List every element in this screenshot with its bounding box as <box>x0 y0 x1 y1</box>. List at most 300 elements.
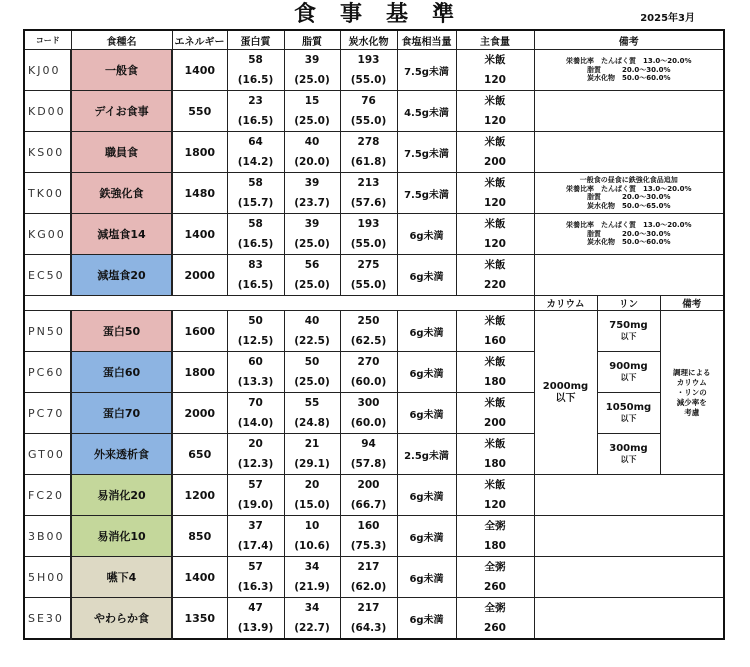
staple-value: 全粥 <box>484 520 506 532</box>
fat-value: 21 <box>304 438 320 450</box>
carbs-cell <box>340 311 397 352</box>
fat-value: 34 <box>304 561 320 573</box>
staple <box>457 516 534 556</box>
meal-name: デイお食事 <box>71 91 172 132</box>
protein-cell <box>227 352 284 393</box>
carbs-cell <box>340 255 397 296</box>
fat-ratio: (25.0) <box>294 376 330 388</box>
fat <box>285 434 340 474</box>
protein-ratio: (14.0) <box>237 417 274 429</box>
carbs-value: 275 <box>357 259 380 271</box>
col-header-energy: エネルギー <box>172 30 227 50</box>
fat-value: 15 <box>304 95 320 107</box>
energy-value: 1400 <box>172 214 227 255</box>
salt-value: 6g未満 <box>397 557 456 598</box>
carbs-ratio: (64.3) <box>350 622 387 634</box>
fat-cell <box>284 516 340 557</box>
staple-cell <box>456 352 534 393</box>
staple-ratio: 120 <box>484 238 506 250</box>
meal-code: EC50 <box>24 255 71 296</box>
phosphorus-value: 900mg <box>609 361 648 372</box>
fat-value: 10 <box>304 520 320 532</box>
carbs-value: 200 <box>357 479 380 491</box>
protein-cell <box>227 50 284 91</box>
salt-value: 6g未満 <box>397 475 456 516</box>
fat-value: 34 <box>304 602 320 614</box>
protein-value: 58 <box>248 177 263 189</box>
table-row <box>24 516 724 557</box>
meal-code: FC20 <box>24 475 71 516</box>
staple-cell <box>456 132 534 173</box>
protein-ratio: (16.5) <box>237 279 274 291</box>
carbs <box>341 434 397 474</box>
renal-note-line: カリウム <box>676 377 707 387</box>
energy-value: 850 <box>172 516 227 557</box>
renal-note-line: ・リンの <box>676 387 707 397</box>
meal-name: 易消化20 <box>71 475 172 516</box>
carbs-value: 76 <box>361 95 376 107</box>
protein <box>228 475 284 515</box>
fat-cell <box>284 50 340 91</box>
carbs-value: 94 <box>361 438 376 450</box>
table-row <box>24 132 724 173</box>
staple-ratio: 220 <box>484 279 506 291</box>
phosphorus-unit: 以下 <box>620 373 637 382</box>
protein-ratio: (17.4) <box>237 540 274 552</box>
meal-code: TK00 <box>24 173 71 214</box>
staple-value: 米飯 <box>484 479 506 491</box>
fat <box>285 352 340 392</box>
carbs-cell <box>340 557 397 598</box>
protein <box>228 352 284 392</box>
staple-value: 米飯 <box>484 95 506 107</box>
staple-ratio: 120 <box>484 115 506 127</box>
protein-value: 57 <box>248 561 263 573</box>
carbs <box>341 255 397 295</box>
meal-name: 外来透析食 <box>71 434 172 475</box>
staple-cell <box>456 475 534 516</box>
carbs-cell <box>340 598 397 640</box>
protein-ratio: (19.0) <box>237 499 274 511</box>
meal-code: 5H00 <box>24 557 71 598</box>
carbs-ratio: (60.0) <box>350 417 387 429</box>
staple <box>457 311 534 351</box>
carbs-value: 270 <box>357 356 380 368</box>
meal-name: 蛋白60 <box>71 352 172 393</box>
protein-cell <box>227 214 284 255</box>
fat <box>285 557 340 597</box>
staple-value: 米飯 <box>484 397 506 409</box>
table-row <box>24 598 724 640</box>
protein <box>228 557 284 597</box>
table-row <box>24 50 724 91</box>
carbs-value: 217 <box>357 602 380 614</box>
table-row <box>24 311 724 352</box>
notes-cell <box>534 255 724 296</box>
energy-value: 1480 <box>172 173 227 214</box>
protein-ratio: (12.3) <box>237 458 274 470</box>
phosphorus-limit <box>597 434 660 475</box>
phosphorus-limit <box>597 311 660 352</box>
staple-cell <box>456 434 534 475</box>
protein-value: 23 <box>248 95 263 107</box>
subheader-phosphorus: リン <box>597 296 660 311</box>
carbs-cell <box>340 132 397 173</box>
protein-value: 60 <box>248 356 263 368</box>
col-header-name: 食種名 <box>71 30 172 50</box>
staple <box>457 214 534 254</box>
fat-ratio: (22.5) <box>294 335 330 347</box>
carbs-ratio: (66.7) <box>350 499 387 511</box>
meal-name: 減塩食14 <box>71 214 172 255</box>
phosphorus-limit <box>597 393 660 434</box>
protein-value: 47 <box>248 602 263 614</box>
table-row <box>24 434 724 475</box>
salt-value: 7.5g未満 <box>397 50 456 91</box>
note-line: 脂質 20.0〜30.0% <box>586 65 671 74</box>
salt-value: 6g未満 <box>397 255 456 296</box>
fat-value: 55 <box>304 397 320 409</box>
carbs <box>341 598 397 638</box>
staple-value: 米飯 <box>484 54 506 66</box>
carbs <box>341 173 397 213</box>
table-row <box>24 475 724 516</box>
carbs-ratio: (57.8) <box>350 458 387 470</box>
carbs <box>341 132 397 172</box>
renal-notes <box>660 311 724 475</box>
carbs-cell <box>340 516 397 557</box>
staple-cell <box>456 173 534 214</box>
carbs-ratio: (55.0) <box>350 74 387 86</box>
fat-ratio: (25.0) <box>294 238 330 250</box>
staple-ratio: 120 <box>484 499 506 511</box>
potassium-line: 2000mg <box>542 380 589 392</box>
carbs-value: 193 <box>357 54 380 66</box>
fat-ratio: (22.7) <box>294 622 330 634</box>
staple-ratio: 200 <box>484 156 506 168</box>
meal-code: PC70 <box>24 393 71 434</box>
staple-value: 全粥 <box>484 602 506 614</box>
carbs-value: 160 <box>357 520 380 532</box>
protein-cell <box>227 91 284 132</box>
staple-ratio: 260 <box>484 581 506 593</box>
phosphorus-limit <box>597 352 660 393</box>
protein-ratio: (14.2) <box>237 156 274 168</box>
salt-value: 4.5g未満 <box>397 91 456 132</box>
fat <box>285 173 340 213</box>
meal-code: SE30 <box>24 598 71 640</box>
note-line: 脂質 20.0〜30.0% <box>586 193 671 201</box>
note-line: 脂質 20.0〜30.0% <box>586 229 671 238</box>
notes-cell <box>534 557 724 598</box>
staple-cell <box>456 393 534 434</box>
fat <box>285 214 340 254</box>
energy-value: 2000 <box>172 393 227 434</box>
fat-value: 39 <box>304 54 320 66</box>
subheader-notes: 備考 <box>660 296 724 311</box>
fat-cell <box>284 311 340 352</box>
meal-code: KJ00 <box>24 50 71 91</box>
energy-value: 1600 <box>172 311 227 352</box>
note-line: 炭水化物 50.0〜65.0% <box>586 201 671 210</box>
carbs-cell <box>340 475 397 516</box>
energy-value: 1800 <box>172 352 227 393</box>
staple-ratio: 160 <box>484 335 506 347</box>
fat-ratio: (25.0) <box>294 74 330 86</box>
staple-ratio: 200 <box>484 417 506 429</box>
staple <box>457 598 534 638</box>
protein-cell <box>227 132 284 173</box>
salt-value: 2.5g未満 <box>397 434 456 475</box>
staple <box>457 393 534 433</box>
energy-value: 1800 <box>172 132 227 173</box>
carbs <box>341 91 397 131</box>
protein <box>228 434 284 474</box>
phosphorus-unit: 以下 <box>620 414 637 423</box>
carbs-cell <box>340 91 397 132</box>
carbs <box>341 50 397 90</box>
staple-ratio: 120 <box>484 74 506 86</box>
salt-value: 6g未満 <box>397 598 456 640</box>
meal-name: やわらか食 <box>71 598 172 640</box>
protein <box>228 255 284 295</box>
fat <box>285 393 340 433</box>
renal-note-line: 調理による <box>673 367 711 377</box>
meal-code: 3B00 <box>24 516 71 557</box>
meal-code: KD00 <box>24 91 71 132</box>
fat-value: 40 <box>304 136 320 148</box>
salt-value: 7.5g未満 <box>397 132 456 173</box>
notes-cell <box>534 91 724 132</box>
carbs <box>341 557 397 597</box>
staple-value: 米飯 <box>484 356 506 368</box>
protein-cell <box>227 475 284 516</box>
staple-cell <box>456 557 534 598</box>
carbs-cell <box>340 393 397 434</box>
staple-cell <box>456 311 534 352</box>
col-header-notes: 備考 <box>534 30 724 50</box>
fat-cell <box>284 475 340 516</box>
staple-ratio: 260 <box>484 622 506 634</box>
meal-name: 蛋白70 <box>71 393 172 434</box>
fat-ratio: (15.0) <box>294 499 330 511</box>
staple-ratio: 180 <box>484 376 506 388</box>
note-line: 栄養比率 たんぱく質 13.0〜20.0% <box>565 184 692 193</box>
fat <box>285 311 340 351</box>
carbs-value: 213 <box>357 177 380 189</box>
protein-cell <box>227 393 284 434</box>
carbs-ratio: (55.0) <box>350 279 387 291</box>
carbs-cell <box>340 214 397 255</box>
carbs-cell <box>340 352 397 393</box>
table-row <box>24 255 724 296</box>
phosphorus-unit: 以下 <box>620 455 637 464</box>
carbs-value: 193 <box>357 218 380 230</box>
fat-value: 20 <box>304 479 320 491</box>
carbs-value: 278 <box>357 136 380 148</box>
table-row <box>24 352 724 393</box>
salt-value: 6g未満 <box>397 393 456 434</box>
fat-ratio: (23.7) <box>294 197 330 209</box>
energy-value: 1350 <box>172 598 227 640</box>
protein-ratio: (15.7) <box>237 197 274 209</box>
staple-ratio: 180 <box>484 540 506 552</box>
phosphorus-value: 300mg <box>609 443 648 454</box>
protein-ratio: (16.5) <box>237 238 274 250</box>
energy-value: 1400 <box>172 557 227 598</box>
table-row <box>24 173 724 214</box>
protein-value: 50 <box>248 315 263 327</box>
salt-value: 6g未満 <box>397 214 456 255</box>
meal-name: 鉄強化食 <box>71 173 172 214</box>
protein-ratio: (12.5) <box>237 335 274 347</box>
fat <box>285 598 340 638</box>
salt-value: 6g未満 <box>397 516 456 557</box>
col-header-code: コード <box>24 30 71 50</box>
phosphorus-value: 750mg <box>609 320 648 331</box>
fat-cell <box>284 393 340 434</box>
protein <box>228 311 284 351</box>
col-header-protein: 蛋白質 <box>227 30 284 50</box>
fat <box>285 50 340 90</box>
staple-value: 米飯 <box>484 136 506 148</box>
fat-ratio: (24.8) <box>294 417 330 429</box>
staple-value: 米飯 <box>484 438 506 450</box>
meal-code: KS00 <box>24 132 71 173</box>
protein <box>228 132 284 172</box>
meal-name: 減塩食20 <box>71 255 172 296</box>
carbs <box>341 516 397 556</box>
renal-note-line: 考慮 <box>684 407 700 417</box>
meal-name: 職員食 <box>71 132 172 173</box>
staple <box>457 173 534 213</box>
protein-ratio: (16.5) <box>237 74 274 86</box>
note-line: 一般食の昼食に鉄強化食品追加 <box>579 176 678 184</box>
staple <box>457 132 534 172</box>
energy-value: 550 <box>172 91 227 132</box>
protein <box>228 598 284 638</box>
col-header-fat: 脂質 <box>284 30 340 50</box>
staple <box>457 475 534 515</box>
fat-ratio: (25.0) <box>294 279 330 291</box>
staple-value: 米飯 <box>484 218 506 230</box>
fat <box>285 516 340 556</box>
salt-value: 6g未満 <box>397 311 456 352</box>
staple-cell <box>456 50 534 91</box>
fat-ratio: (21.9) <box>294 581 330 593</box>
meal-code: KG00 <box>24 214 71 255</box>
protein-cell <box>227 598 284 640</box>
notes-cell <box>534 50 724 91</box>
protein-value: 37 <box>248 520 263 532</box>
carbs-ratio: (62.0) <box>350 581 387 593</box>
carbs-ratio: (61.8) <box>350 156 387 168</box>
staple <box>457 434 534 474</box>
staple <box>457 255 534 295</box>
energy-value: 1400 <box>172 50 227 91</box>
note-line: 炭水化物 50.0〜60.0% <box>586 238 671 247</box>
protein-value: 58 <box>248 54 263 66</box>
notes-cell <box>534 173 724 214</box>
fat-ratio: (10.6) <box>294 540 330 552</box>
protein <box>228 50 284 90</box>
fat-cell <box>284 598 340 640</box>
date-label: 2025年3月 <box>640 13 695 24</box>
staple-ratio: 180 <box>484 458 506 470</box>
carbs-ratio: (60.0) <box>350 376 387 388</box>
protein-value: 58 <box>248 218 263 230</box>
fat-value: 39 <box>304 218 320 230</box>
meal-standards-table <box>23 29 725 640</box>
protein-value: 57 <box>248 479 263 491</box>
carbs-value: 217 <box>357 561 380 573</box>
fat <box>285 255 340 295</box>
protein <box>228 214 284 254</box>
protein-ratio: (16.3) <box>237 581 274 593</box>
protein-value: 83 <box>248 259 263 271</box>
fat-cell <box>284 132 340 173</box>
carbs-value: 250 <box>357 315 380 327</box>
carbs-value: 300 <box>357 397 380 409</box>
fat-value: 39 <box>304 177 320 189</box>
staple-cell <box>456 255 534 296</box>
notes-cell <box>534 214 724 255</box>
protein-ratio: (13.3) <box>237 376 274 388</box>
carbs-cell <box>340 173 397 214</box>
staple-cell <box>456 214 534 255</box>
meal-name: 易消化10 <box>71 516 172 557</box>
staple-value: 米飯 <box>484 315 506 327</box>
table-row <box>24 214 724 255</box>
fat-value: 50 <box>304 356 320 368</box>
fat <box>285 132 340 172</box>
potassium-line: 以下 <box>555 392 576 404</box>
notes-cell <box>534 598 724 640</box>
protein-cell <box>227 311 284 352</box>
staple-cell <box>456 91 534 132</box>
note-line: 炭水化物 50.0〜60.0% <box>586 74 671 83</box>
fat-cell <box>284 434 340 475</box>
fat-ratio: (29.1) <box>294 458 330 470</box>
note-line: 栄養比率 たんぱく質 13.0〜20.0% <box>565 221 692 230</box>
fat <box>285 91 340 131</box>
meal-name: 蛋白50 <box>71 311 172 352</box>
fat-ratio: (20.0) <box>294 156 330 168</box>
staple-value: 全粥 <box>484 561 506 573</box>
salt-value: 7.5g未満 <box>397 173 456 214</box>
subheader-potassium: カリウム <box>534 296 597 311</box>
fat <box>285 475 340 515</box>
fat-ratio: (25.0) <box>294 115 330 127</box>
fat-cell <box>284 255 340 296</box>
carbs <box>341 214 397 254</box>
renal-note-line: 減少率を <box>676 397 707 407</box>
meal-name: 嚥下4 <box>71 557 172 598</box>
protein <box>228 393 284 433</box>
staple-value: 米飯 <box>484 177 506 189</box>
staple <box>457 352 534 392</box>
table-row <box>24 557 724 598</box>
meal-code: PC60 <box>24 352 71 393</box>
meal-code: GT00 <box>24 434 71 475</box>
protein <box>228 516 284 556</box>
carbs-ratio: (75.3) <box>350 540 387 552</box>
staple-ratio: 120 <box>484 197 506 209</box>
fat-cell <box>284 557 340 598</box>
protein-cell <box>227 255 284 296</box>
carbs <box>341 352 397 392</box>
protein <box>228 91 284 131</box>
